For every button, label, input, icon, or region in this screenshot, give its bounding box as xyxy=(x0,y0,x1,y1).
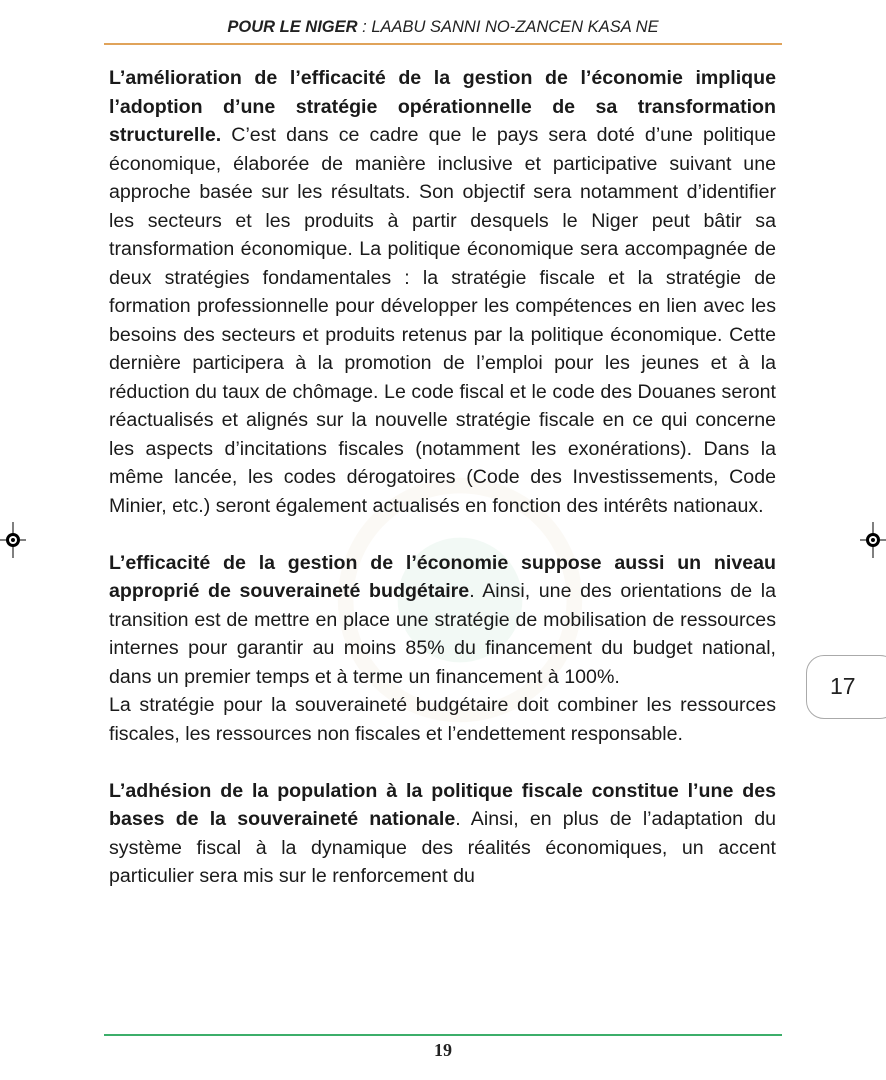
paragraph xyxy=(109,549,776,692)
paragraph xyxy=(109,777,776,891)
paragraph-lead: L’efficacité de la gestion de l’économie suppose aussi un niveau approprié de souveraineté budgétaire xyxy=(109,551,776,602)
running-header xyxy=(104,18,782,37)
paragraph-body: C’est dans ce cadre que le pays sera doté d’une politique économique, élaborée de manière inclusive et participative suivant une approche basée sur les résultats. Son objectif sera notamment d’identifier les secteurs et les produits à partir desquels le Niger peut bâtir sa transformation économique. La politique économique sera accompagnée de deux stratégies fondamentales : la stratégie fiscale et la stratégie de formation professionnelle pour développer les compétences en lien avec les besoins des secteurs et produits retenus par la politique économique. Cette dernière participera à la promotion de l’emploi pour les jeunes et à la réduction du taux de chômage. Le code fiscal et le code des Douanes seront réactualisés et alignés sur la nouvelle stratégie fiscale en ce qui concerne les aspects d’incitations fiscales (notamment les exonérations). Dans la même lancée, les codes dérogatoires (Code des Investissements, Code Minier, etc.) seront également actualisés en fonction des intérêts nationaux. xyxy=(109,124,776,517)
header-title-rest: : LAABU SANNI NO-ZANCEN KASA NE xyxy=(357,18,659,36)
footer-rule xyxy=(104,1034,782,1036)
paragraph-body: . Ainsi, une des orientations de la transition est de mettre en place une stratégie de mobilisation de ressources internes pour garantir au moins 85% du financement du budget national, dans un premier temps et à terme un financement à 100%. xyxy=(109,580,776,688)
crosshair-registration-icon xyxy=(0,522,26,558)
crosshair-registration-icon xyxy=(860,522,886,558)
header-rule xyxy=(104,43,782,45)
side-tab-label: 17 xyxy=(830,673,856,699)
paragraph-body: . Ainsi, en plus de l’adaptation du système fiscal à la dynamique des réalités économiques, un accent particulier sera mis sur le renforcement du xyxy=(109,808,776,887)
paragraph-body: La stratégie pour la souveraineté budgétaire doit combiner les ressources fiscales, les ressources non fiscales et l’endettement responsable. xyxy=(109,694,776,745)
header-title-bold: POUR LE NIGER xyxy=(227,18,358,36)
side-page-tab[interactable] xyxy=(806,655,886,719)
paragraph-lead: L’amélioration de l’efficacité de la gestion de l’économie implique l’adoption d’une stratégie opérationnelle de sa transformation structurelle. xyxy=(109,67,776,146)
page-number: 19 xyxy=(434,1040,452,1060)
paragraph xyxy=(109,64,776,520)
paragraph xyxy=(109,691,776,748)
paragraph-lead: L’adhésion de la population à la politique fiscale constitue l’une des bases de la souveraineté nationale xyxy=(109,779,776,830)
body-text xyxy=(109,64,776,891)
